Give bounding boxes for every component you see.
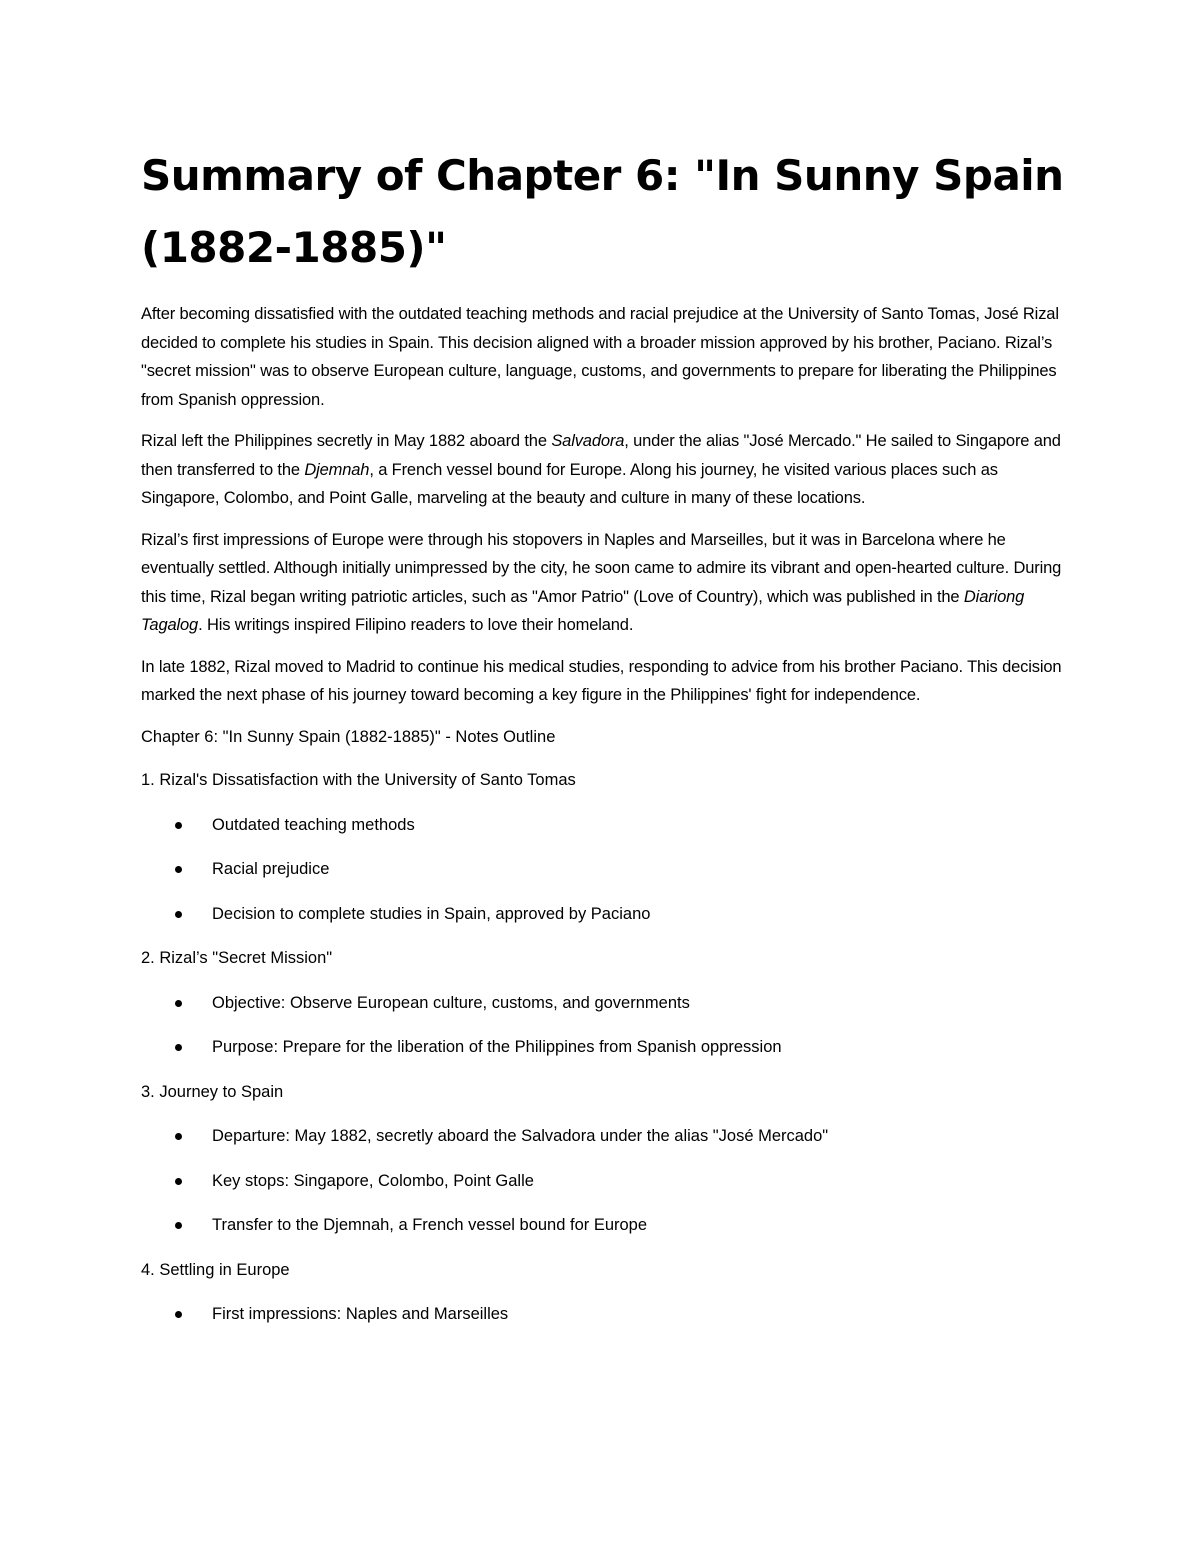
ship-name-salvadora: Salvadora — [551, 432, 625, 450]
bullet-icon — [175, 1044, 182, 1051]
bullet-icon — [175, 911, 182, 918]
outline-bullet-list — [141, 811, 1066, 929]
list-item-text: Racial prejudice — [212, 860, 330, 878]
document-page — [141, 140, 1066, 1345]
outline-heading: Chapter 6: "In Sunny Spain (1882-1885)" - Notes Outline — [141, 727, 556, 746]
paragraph-text: In late 1882, Rizal moved to Madrid to continue his medical studies, responding to advice from his brother Paciano. This decision marked the next phase of his journey toward becoming a key figure in the Philippines' fight for independence. — [141, 657, 1062, 704]
outline-bullet-list — [141, 1122, 1066, 1240]
outline-section-heading: 3. Journey to Spain — [141, 1082, 284, 1101]
paragraph-text: , under the alias "José Mercado." He sailed to Singapore and then transferred to the — [141, 432, 1061, 479]
list-item-text: Key stops: Singapore, Colombo, Point Galle — [212, 1171, 534, 1190]
list-item — [141, 1167, 1066, 1196]
list-item-text: Decision to complete studies in Spain, approved by Paciano — [212, 904, 651, 923]
document-title: Summary of Chapter 6: "In Sunny Spain (1882-1885)" — [141, 151, 1064, 272]
list-item-text: Objective: Observe European culture, customs, and governments — [212, 993, 690, 1012]
paragraph-text: . His writings inspired Filipino readers to love their homeland. — [198, 616, 634, 634]
paragraph-text: , a French vessel bound for Europe. Along his journey, he visited various places such as Singapore, Colombo, and Point Galle, marveling at the beauty and culture in many of these locations. — [141, 460, 998, 507]
bullet-icon — [175, 1000, 182, 1007]
ship-name-djemnah: Djemnah — [304, 460, 370, 479]
paragraph-text: Rizal’s first impressions of Europe were through his stopovers in Naples and Marseilles, but it was in Barcelona where he eventually settled. Although initially unimpressed by the city, he soon came to admire its vibrant and open-hearted culture. During this time, Rizal began writing patriotic articles, such as "Amor Patrio" (Love of Country), which was published in the — [141, 530, 1062, 606]
list-item — [141, 1122, 1066, 1151]
bullet-icon — [175, 1222, 182, 1229]
newspaper-name: Diariong Tagalog — [141, 587, 1025, 634]
paragraph-text: After becoming dissatisfied with the outdated teaching methods and racial prejudice at the University of Santo Tomas, José Rizal decided to complete his studies in Spain. This decision aligned with a broader mission approved by his brother, Paciano. Rizal’s "secret mission" was to observe European culture, language, customs, and governments to prepare for liberating the Philippines from Spanish oppression. — [141, 305, 1059, 409]
outline-section-heading: 4. Settling in Europe — [141, 1260, 290, 1279]
outline-bullet-list — [141, 989, 1066, 1062]
list-item-text: First impressions: Naples and Marseilles — [212, 1305, 509, 1323]
list-item-text: Outdated teaching methods — [212, 815, 415, 834]
list-item-text: Transfer to the Djemnah, a French vessel bound for Europe — [212, 1216, 648, 1234]
list-item — [141, 1300, 1066, 1329]
outline-section-heading: 2. Rizal’s "Secret Mission" — [141, 949, 333, 967]
summary-paragraph-1 — [141, 300, 1066, 414]
bullet-icon — [175, 822, 182, 829]
list-item — [141, 900, 1066, 929]
paragraph-text: Rizal left the Philippines secretly in May 1882 aboard the — [141, 432, 552, 450]
list-item — [141, 811, 1066, 840]
bullet-icon — [175, 1133, 182, 1140]
list-item-text: Purpose: Prepare for the liberation of the Philippines from Spanish oppression — [212, 1038, 782, 1056]
list-item — [141, 1033, 1066, 1062]
outline-bullet-list — [141, 1300, 1066, 1329]
bullet-icon — [175, 1178, 182, 1185]
list-item — [141, 989, 1066, 1018]
summary-paragraph-3 — [141, 526, 1066, 640]
list-item — [141, 855, 1066, 884]
bullet-icon — [175, 1311, 182, 1318]
summary-paragraph-2 — [141, 427, 1066, 513]
list-item-text: Departure: May 1882, secretly aboard the Salvadora under the alias "José Mercado" — [212, 1127, 829, 1145]
summary-paragraph-4 — [141, 653, 1066, 710]
bullet-icon — [175, 866, 182, 873]
list-item — [141, 1211, 1066, 1240]
outline-sections — [141, 766, 1066, 1329]
outline-section-heading: 1. Rizal's Dissatisfaction with the University of Santo Tomas — [141, 771, 576, 789]
